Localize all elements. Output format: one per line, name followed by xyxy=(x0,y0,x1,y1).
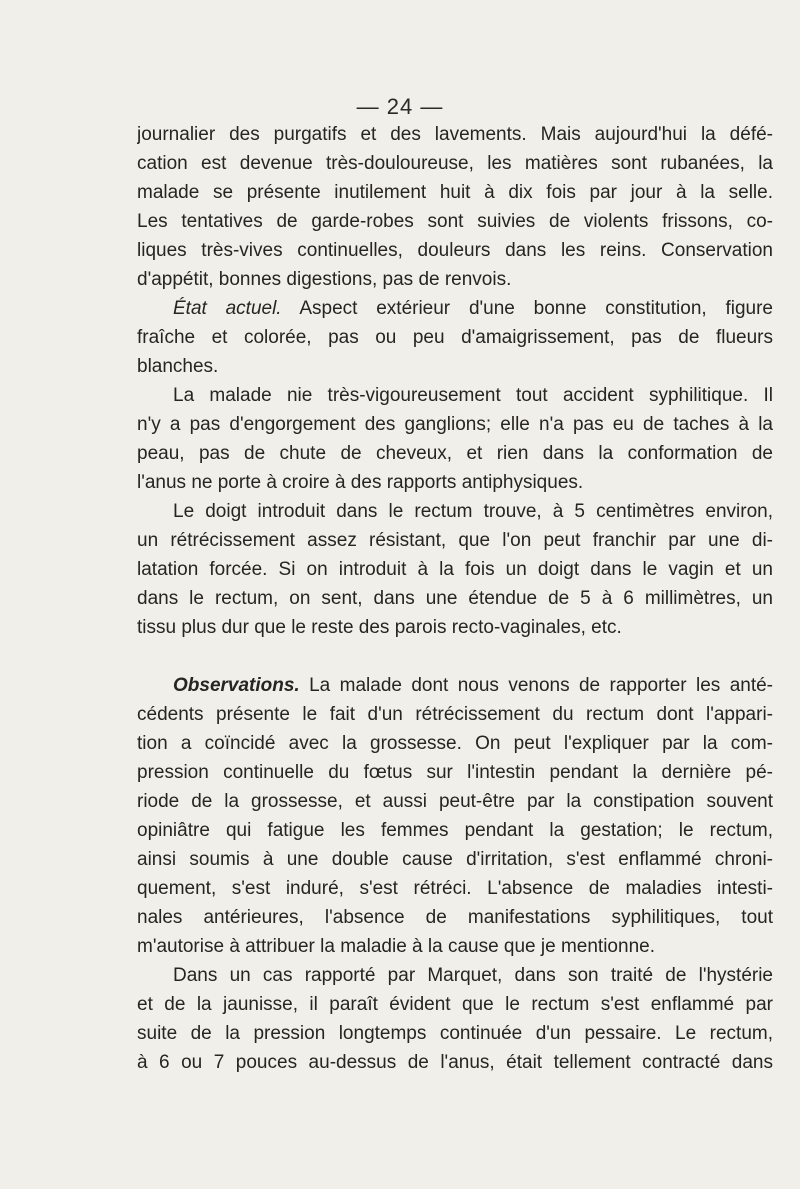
text-line: Dans un cas rapporté par Marquet, dans son traité de l'hystérie xyxy=(173,965,773,986)
text-line: fraîche et colorée, pas ou peu d'amaigrissement, pas de flueurs xyxy=(137,327,773,348)
text-line: journalier des purgatifs et des lavements. Mais aujourd'hui la défé- xyxy=(137,124,773,145)
text-line: d'appétit, bonnes digestions, pas de renvois. xyxy=(137,269,512,290)
text-line: un rétrécissement assez résistant, que l'on peut franchir par une di- xyxy=(137,530,773,551)
page-number: — 24 — xyxy=(356,94,444,119)
text-line: tion a coïncidé avec la grossesse. On peut l'expliquer par la com- xyxy=(137,733,773,754)
text-line: peau, pas de chute de cheveux, et rien dans la conformation de xyxy=(137,443,773,464)
text-line: quement, s'est induré, s'est rétréci. L'absence de maladies intesti- xyxy=(137,878,773,899)
text-line: suite de la pression longtemps continuée d'un pessaire. Le rectum, xyxy=(137,1023,773,1044)
paragraph-gap xyxy=(137,642,773,671)
text-line: La malade nie très-vigoureusement tout accident syphilitique. Il xyxy=(173,385,773,406)
text-line: blanches. xyxy=(137,356,219,377)
text-line: m'autorise à attribuer la maladie à la cause que je mentionne. xyxy=(137,936,655,957)
text-line: Aspect extérieur d'une bonne constitution, figure xyxy=(281,298,773,319)
text-line: à 6 ou 7 pouces au-dessus de l'anus, était tellement contracté dans xyxy=(137,1052,773,1073)
text-line: ainsi soumis à une double cause d'irritation, s'est enflammé chroni- xyxy=(137,849,773,870)
text-line: Les tentatives de garde-robes sont suivies de violents frissons, co- xyxy=(137,211,773,232)
text-line: cation est devenue très-douloureuse, les matières sont rubanées, la xyxy=(137,153,773,174)
text-line: n'y a pas d'engorgement des ganglions; elle n'a pas eu de taches à la xyxy=(137,414,773,435)
text-line: riode de la grossesse, et aussi peut-être par la constipation souvent xyxy=(137,791,773,812)
text-line: malade se présente inutilement huit à dix fois par jour à la selle. xyxy=(137,182,773,203)
text-line: pression continuelle du fœtus sur l'intestin pendant la dernière pé- xyxy=(137,762,773,783)
text-line: opiniâtre qui fatigue les femmes pendant la gestation; le rectum, xyxy=(137,820,773,841)
text-line: et de la jaunisse, il paraît évident que le rectum s'est enflammé par xyxy=(137,994,773,1015)
text-line: La malade dont nous venons de rapporter les anté- xyxy=(299,675,773,696)
body-text xyxy=(137,120,773,1077)
text-line: dans le rectum, on sent, dans une étendue de 5 à 6 millimètres, un xyxy=(137,588,773,609)
text-line: l'anus ne porte à croire à des rapports antiphysiques. xyxy=(137,472,584,493)
text-line: Le doigt introduit dans le rectum trouve, à 5 centimètres environ, xyxy=(173,501,773,522)
text-line: liques très-vives continuelles, douleurs dans les reins. Conservation xyxy=(137,240,773,261)
etat-heading: État actuel. xyxy=(173,298,282,319)
text-line: cédents présente le fait d'un rétrécissement du rectum dont l'appari- xyxy=(137,704,773,725)
observations-first-line xyxy=(137,671,773,700)
text-line: nales antérieures, l'absence de manifestations syphilitiques, tout xyxy=(137,907,773,928)
etat-paragraph-first-line xyxy=(137,294,773,323)
text-line: latation forcée. Si on introduit à la fois un doigt dans le vagin et un xyxy=(137,559,773,580)
text-line: tissu plus dur que le reste des parois recto-vaginales, etc. xyxy=(137,617,622,638)
observations-heading: Observations. xyxy=(173,675,300,696)
